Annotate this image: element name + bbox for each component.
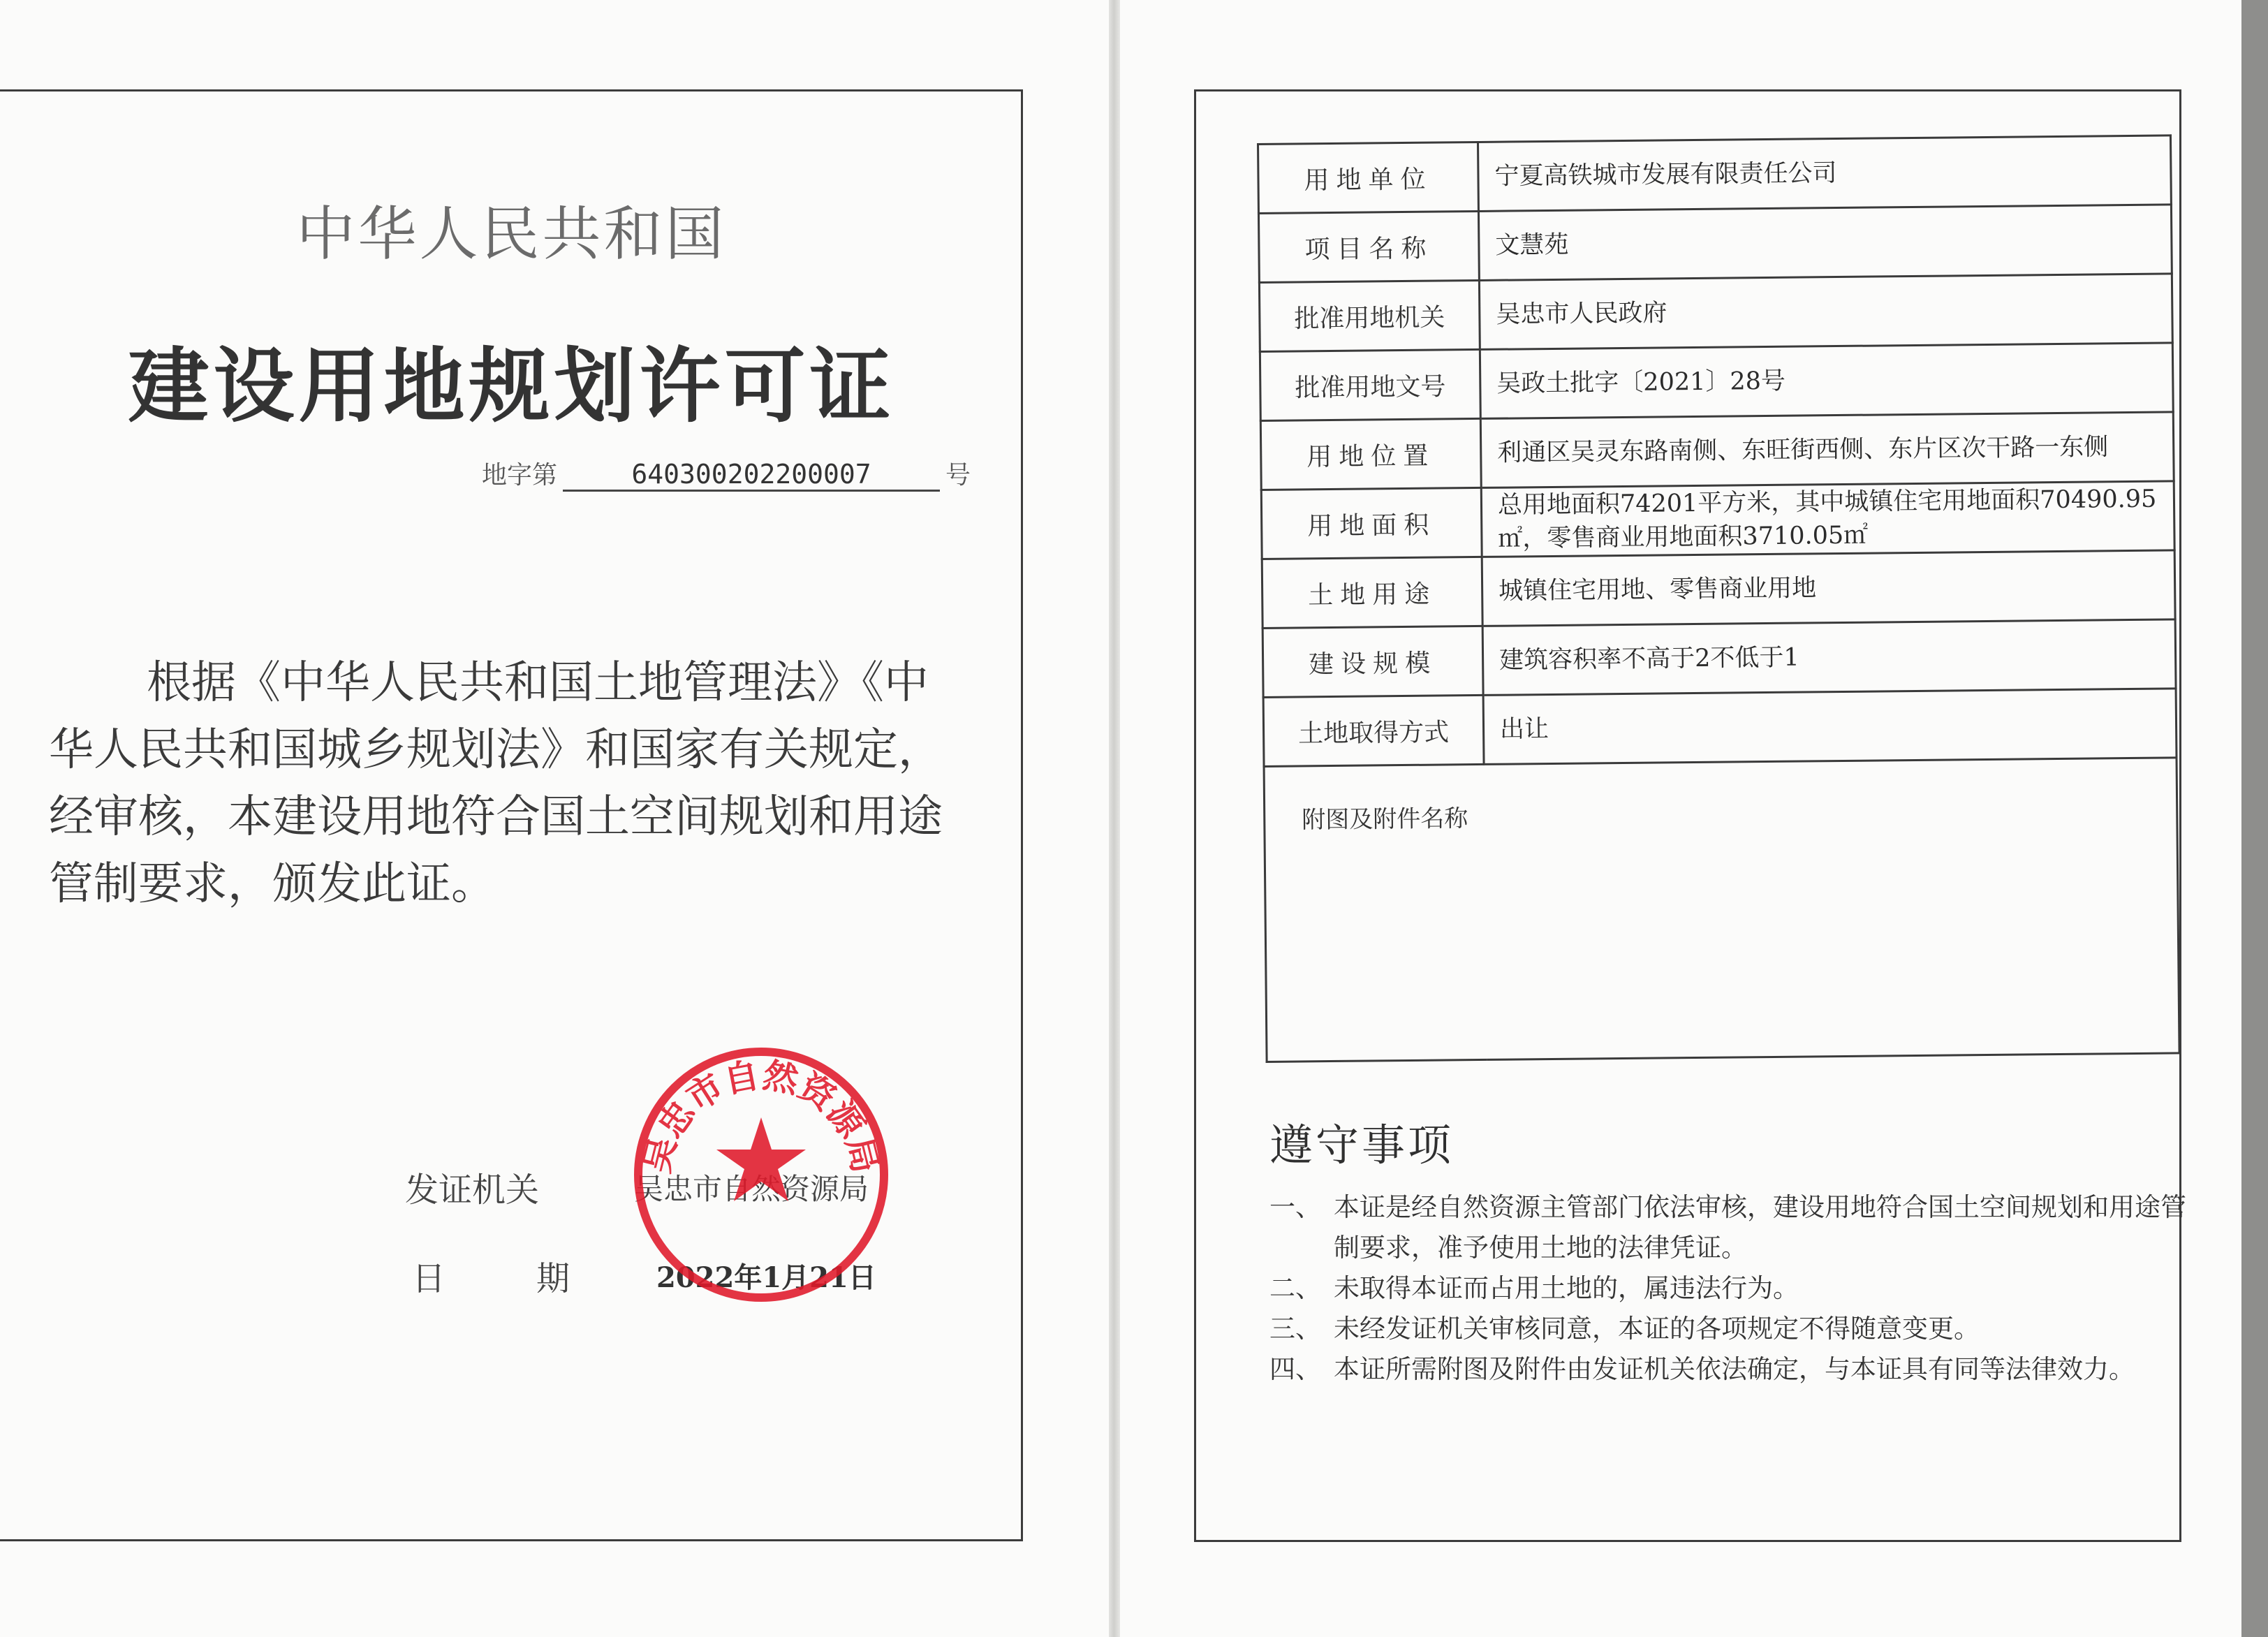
row-value: 利通区吴灵东路南侧、东旺街西侧、东片区次干路一东侧 <box>1480 412 2174 488</box>
row-label: 批准用地文号 <box>1260 349 1480 420</box>
certificate-number-line <box>482 455 971 492</box>
page-fold <box>1109 0 1120 1637</box>
scan-edge <box>2241 0 2268 1637</box>
row-value: 总用地面积74201平方米，其中城镇住宅用地面积70490.95㎡，零售商业用地面积3710.05㎡ <box>1481 481 2174 557</box>
note-text: 未取得本证而占用土地的，属违法行为。 <box>1334 1273 1799 1303</box>
table-row <box>1261 481 2174 559</box>
row-label: 用地面积 <box>1261 487 1482 559</box>
row-value: 城镇住宅用地、零售商业用地 <box>1482 550 2175 626</box>
table-row <box>1262 619 2176 698</box>
number-prefix: 地字第 <box>482 461 558 490</box>
note-text: 本证所需附图及附件由发证机关依法确定，与本证具有同等法律效力。 <box>1334 1354 2135 1384</box>
seal-text: 吴忠市自然资源局 <box>636 1055 886 1177</box>
row-label: 土地取得方式 <box>1263 695 1484 766</box>
note-text: 未经发证机关审核同意，本证的各项规定不得随意变更。 <box>1334 1314 1980 1344</box>
red-star-seal-icon <box>628 1042 894 1307</box>
issue-date: 2022年1月21日 <box>656 1261 876 1294</box>
row-value: 出让 <box>1483 689 2177 765</box>
certificate-body-text: 根据《中华人民共和国土地管理法》《中华人民共和国城乡规划法》和国家有关规定，经审核，本建设用地符合国土空间规划和用途管制要求，颁发此证。 <box>49 657 943 910</box>
list-item <box>1269 1309 2191 1349</box>
note-text: 本证是经自然资源主管部门依法审核，建设用地符合国土空间规划和用途管制要求，准予使用土地的法律凭证。 <box>1334 1192 2186 1263</box>
row-label: 批准用地机关 <box>1259 280 1480 351</box>
note-number: 三、 <box>1269 1314 1321 1344</box>
row-value: 吴忠市人民政府 <box>1479 274 2172 350</box>
row-label: 用地位置 <box>1260 418 1481 490</box>
date-label: 日期 <box>412 1259 661 1298</box>
table-row <box>1258 135 2172 214</box>
row-value: 吴政土批字〔2021〕28号 <box>1480 343 2173 419</box>
notes-title: 遵守事项 <box>1269 1120 1455 1170</box>
issuer-label: 发证机关 <box>405 1170 540 1210</box>
land-info-table <box>1257 134 2181 1063</box>
list-item <box>1269 1268 2191 1309</box>
table-row <box>1260 412 2174 490</box>
table-row <box>1260 343 2173 421</box>
row-label: 土地用途 <box>1262 557 1482 628</box>
notes-list <box>1269 1187 2191 1390</box>
row-value: 文慧苑 <box>1478 205 2172 281</box>
note-number: 二、 <box>1269 1273 1321 1303</box>
number-suffix: 号 <box>945 461 971 490</box>
row-label: 项目名称 <box>1258 211 1479 282</box>
row-label: 建设规模 <box>1262 626 1483 697</box>
row-value: 建筑容积率不高于2不低于1 <box>1482 619 2176 696</box>
country-name: 中华人民共和国 <box>296 200 727 268</box>
list-item <box>1269 1349 2191 1390</box>
attachments-cell: 附图及附件名称 <box>1264 758 2179 1062</box>
table-row <box>1258 205 2172 283</box>
table-row <box>1264 758 2179 1062</box>
list-item <box>1269 1187 2191 1268</box>
row-label: 用地单位 <box>1258 142 1479 213</box>
note-number: 四、 <box>1269 1354 1321 1384</box>
certificate-title: 建设用地规划许可证 <box>128 339 895 434</box>
issuer-name: 吴忠市自然资源局 <box>634 1172 869 1206</box>
table-row <box>1263 689 2177 767</box>
note-number: 一、 <box>1269 1192 1321 1222</box>
certificate-number: 640300202200007 <box>563 459 940 492</box>
table-row <box>1259 274 2172 352</box>
table-row <box>1262 550 2175 629</box>
row-value: 宁夏高铁城市发展有限责任公司 <box>1478 135 2171 212</box>
